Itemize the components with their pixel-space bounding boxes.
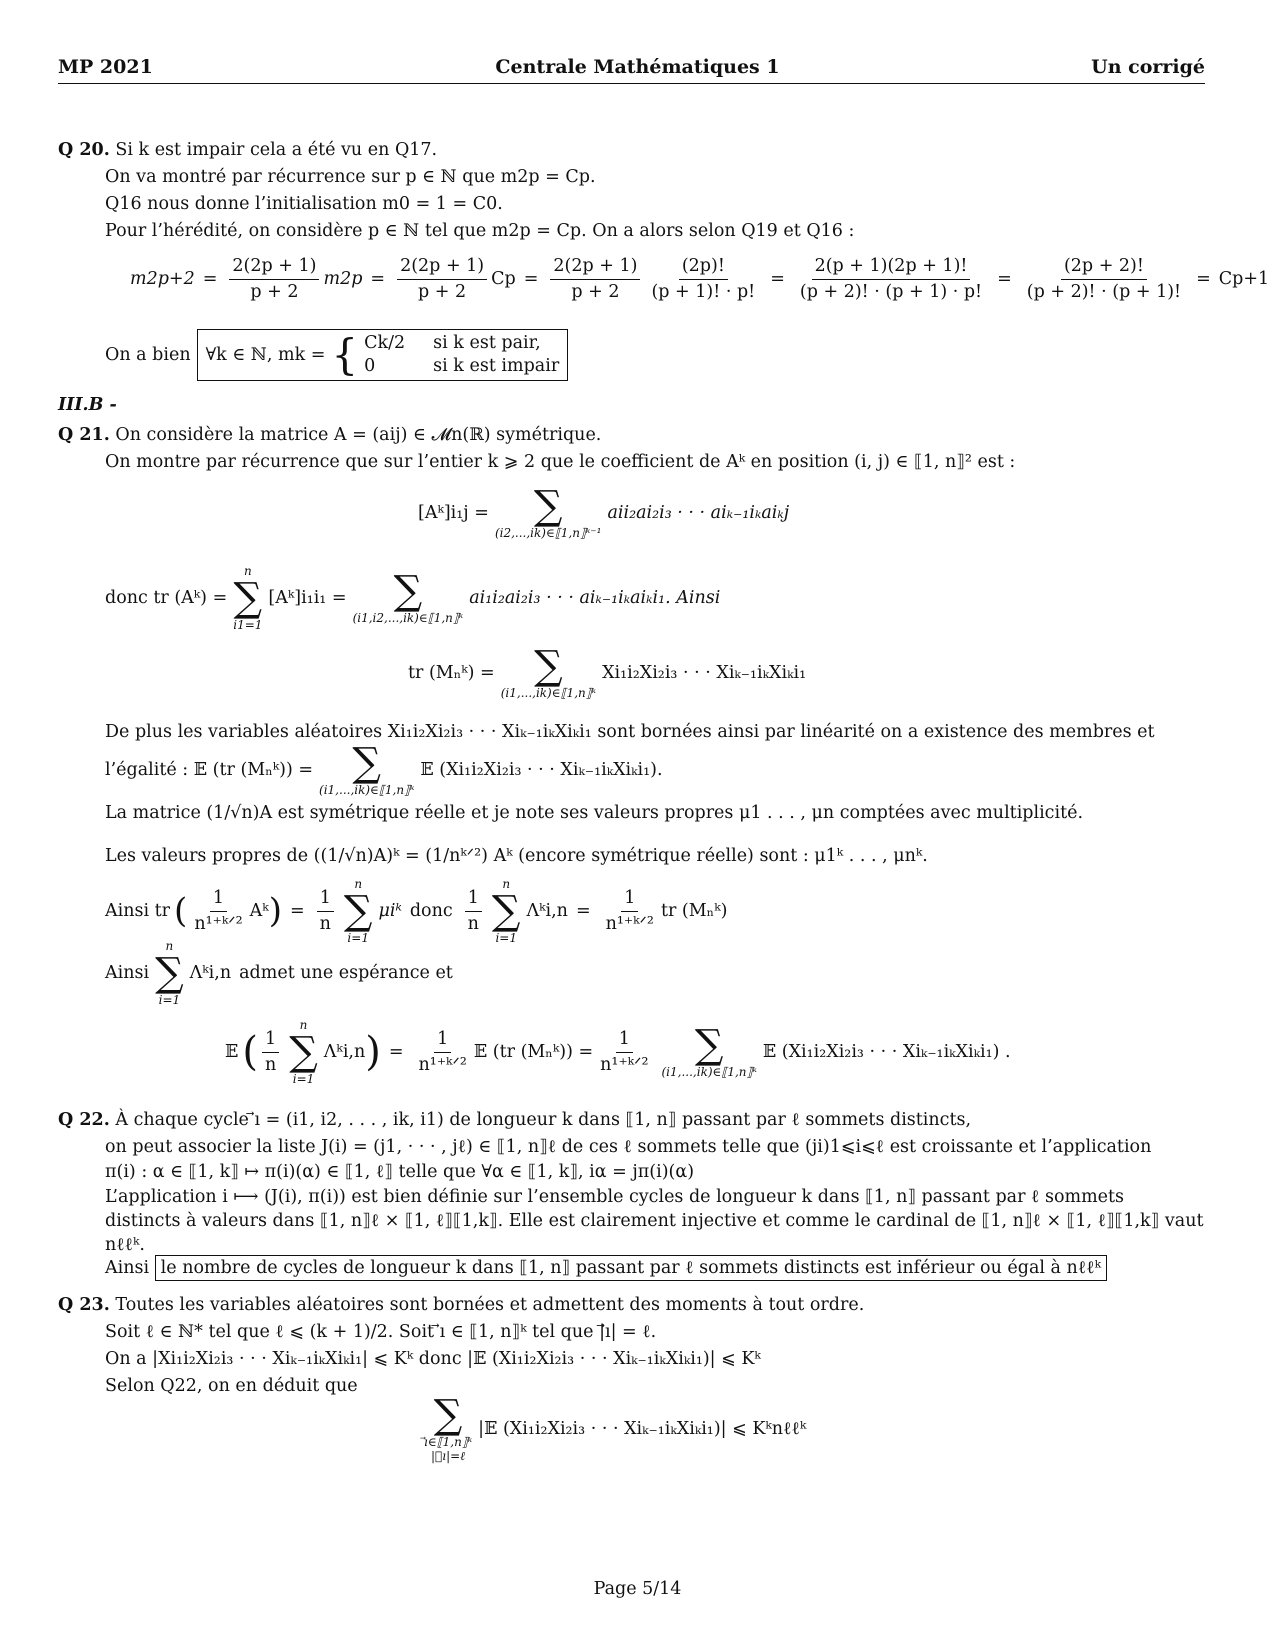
eq-rhs: Cp+1: [1218, 268, 1270, 289]
sum-symbol: n ∑ i1=1: [233, 563, 263, 632]
brace: {: [331, 330, 359, 379]
eq-term1: m2p: [323, 268, 363, 289]
eq-lhs: m2p+2: [130, 268, 195, 289]
q21-p3: La matrice (1/√n)A est symétrique réelle et je note ses valeurs propres μ1 . . . , μn comptées avec multiplicité.: [105, 803, 1084, 823]
frac6: $\frac{(2p + 2)!}{(p + 2)! \cdot (p + 1)!}$: [1026, 255, 1182, 302]
q21-eq3: tr (Mₙᵏ) = ∑ (i1,...,ik)∈⟦1,n⟧ᵏ Xi₁i₂Xi₂i₃ · · · Xiₖ₋₁iₖXiₖi₁: [408, 642, 807, 700]
q20-text1: Si k est impair cela a été vu en Q17.: [115, 140, 438, 160]
header-right: Un corrigé: [1091, 56, 1205, 78]
q22-line6: nℓℓᵏ.: [105, 1235, 145, 1255]
q21-p6: Ainsi n ∑ i=1 Λᵏi,n admet une espérance et: [105, 938, 453, 1007]
sum-symbol: n ∑ i=1: [289, 1017, 318, 1086]
sum-symbol: ∑ (i1,...,ik)∈⟦1,n⟧ᵏ: [319, 739, 415, 797]
q21-line2: On montre par récurrence que sur l’entier k ⩾ 2 que le coefficient de Aᵏ en position (i, j) ∈ ⟦1, n⟧² est :: [105, 452, 1016, 472]
sum-symbol: ∑ (i2,...,ik)∈⟦1,n⟧ᵏ⁻¹: [494, 482, 602, 540]
q20-label: Q 20.: [58, 140, 110, 160]
q21-eq4: 𝔼 ( 1 n n ∑ i=1 Λᵏi,n ) = 1 n¹⁺ᵏᐟ² 𝔼 (tr (Mₙᵏ)) = 1 n¹⁺ᵏᐟ² ∑ (i1,...,ik)∈⟦1,n⟧ᵏ 𝔼 (Xi₁i₂Xi₂i₃ · · · Xiₖ₋₁iₖXiₖi₁) .: [225, 1017, 1011, 1086]
frac3: $\frac{2(2p + 1)}{p + 2}$: [550, 256, 640, 303]
q20-equation: m2p+2 = $\frac{2(2p + 1)}{p + 2}$ m2p = $\frac{2(2p + 1)}{p + 2}$ Cp = $\frac{2(2p + 1)}{p + 2}$ $\frac{(2p)!}{(p + 1)! \cdot p!}$ = $\frac{2(p + 1)(2p + 1)!}{(p + 2)! \cdot (p + 1) \cdot p!}$ = $\frac{(2p + 2)!}{(p + 2)! \cdot (p + 1)!}$ = Cp+1: [130, 255, 1270, 302]
q22-label: Q 22.: [58, 1110, 110, 1130]
sum-symbol: n ∑ i=1: [343, 876, 373, 945]
sum-symbol: ∑ ⃗ı∈⟦1,n⟧ᵏ |⃗ı|=ℓ: [424, 1391, 473, 1463]
q21-p2: l’égalité : 𝔼 (tr (Mₙᵏ)) = ∑ (i1,...,ik)∈⟦1,n⟧ᵏ 𝔼 (Xi₁i₂Xi₂i₃ · · · Xiₖ₋₁iₖXiₖi₁).: [105, 739, 663, 797]
sum-symbol: ∑ (i1,...,ik)∈⟦1,n⟧ᵏ: [661, 1021, 757, 1079]
q22-line5: distincts à valeurs dans ⟦1, n⟧ℓ × ⟦1, ℓ⟧⟦1,k⟧. Elle est clairement injective et comme le cardinal de ⟦1, n⟧ℓ × ⟦1, ℓ⟧⟦1,k⟧ vaut: [105, 1211, 1204, 1231]
q21-label: Q 21.: [58, 425, 110, 445]
q22-boxed-result: le nombre de cycles de longueur k dans ⟦1, n⟧ passant par ℓ sommets distincts est inférieur ou égal à nℓℓᵏ: [155, 1255, 1107, 1281]
q23-line1: Q 23. Toutes les variables aléatoires sont bornées et admettent des moments à tout ordre.: [58, 1295, 865, 1315]
q21-p1: De plus les variables aléatoires Xi₁i₂Xi₂i₃ · · · Xiₖ₋₁iₖXiₖi₁ sont bornées ainsi par linéarité on a existence des membres et: [105, 722, 1155, 742]
cases: Ck/2 si k est pair, 0 si k est impair: [364, 333, 560, 376]
header-center: Centrale Mathématiques 1: [495, 56, 780, 78]
header-rule: [58, 83, 1205, 84]
frac5: $\frac{2(p + 1)(2p + 1)!}{(p + 2)! \cdot (p + 1) \cdot p!}$: [799, 255, 983, 302]
q23-line3: On a |Xi₁i₂Xi₂i₃ · · · Xiₖ₋₁iₖXiₖi₁| ⩽ Kᵏ donc |𝔼 (Xi₁i₂Xi₂i₃ · · · Xiₖ₋₁iₖXiₖi₁)| ⩽ Kᵏ: [105, 1349, 761, 1369]
q21-eq1: [Aᵏ]i₁j = ∑ (i2,...,ik)∈⟦1,n⟧ᵏ⁻¹ aii₂ai₂i₃ · · · aiₖ₋₁iₖaiₖj: [418, 482, 790, 540]
q20-line4: Pour l’hérédité, on considère p ∈ ℕ tel que m2p = Cp. On a alors selon Q19 et Q16 :: [105, 221, 855, 241]
q20-conclusion: [105, 324, 568, 386]
frac1: $\frac{2(2p + 1)}{p + 2}$: [229, 256, 319, 303]
sum-symbol: n ∑ i=1: [155, 938, 184, 1007]
q21-p5: Ainsi tr ( 1 n¹⁺ᵏᐟ² Aᵏ ) = $\frac{1}{n}$ n ∑ i=1 μiᵏ donc 1 n n ∑ i=1 Λᵏi,n = 1 n¹⁺ᵏᐟ² tr (Mₙᵏ): [105, 876, 728, 945]
frac4: $\frac{(2p)!}{(p + 1)! \cdot p!}$: [651, 255, 756, 302]
eq-term2: Cp: [491, 268, 516, 289]
q23-label: Q 23.: [58, 1295, 110, 1315]
q22-line4: L’application i ⟼ (J(i), π(i)) est bien définie sur l’ensemble cycles de longueur k dans ⟦1, n⟧ passant par ℓ sommets: [105, 1187, 1125, 1207]
conclusion-box: [197, 329, 569, 381]
q21-eq2: donc tr (Aᵏ) = n ∑ i1=1 [Aᵏ]i₁i₁ = ∑ (i1,i2,...,ik)∈⟦1,n⟧ᵏ ai₁i₂ai₂i₃ · · · aiₖ₋₁iₖaiₖi₁. Ainsi: [105, 563, 721, 632]
q20-line1: [58, 140, 437, 161]
sum-symbol: n ∑ i=1: [491, 876, 521, 945]
q23-line4: Selon Q22, on en déduit que: [105, 1376, 358, 1396]
q22-line3: π(i) : α ∈ ⟦1, k⟧ ↦ π(i)(α) ∈ ⟦1, ℓ⟧ telle que ∀α ∈ ⟦1, k⟧, iα = jπ(i)(α): [105, 1162, 695, 1182]
header-left: MP 2021: [58, 56, 153, 78]
q20-line3: Q16 nous donne l’initialisation m0 = 1 = C0.: [105, 194, 503, 214]
q23-eq: ∑ ⃗ı∈⟦1,n⟧ᵏ |⃗ı|=ℓ |𝔼 (Xi₁i₂Xi₂i₃ · · · Xiₖ₋₁iₖXiₖi₁)| ⩽ Kᵏnℓℓᵏ: [424, 1391, 807, 1463]
q20-line2: On va montré par récurrence sur p ∈ ℕ que m2p = Cp.: [105, 167, 596, 187]
sum-symbol: ∑ (i1,...,ik)∈⟦1,n⟧ᵏ: [500, 642, 597, 700]
q22-line7: Ainsi le nombre de cycles de longueur k dans ⟦1, n⟧ passant par ℓ sommets distincts est inférieur ou égal à nℓℓᵏ: [105, 1258, 1107, 1279]
section-title: III.B -: [58, 395, 117, 415]
page-footer: Page 5/14: [593, 1579, 682, 1599]
q21-line1: Q 21. On considère la matrice A = (aij) ∈ 𝓜n(ℝ) symétrique.: [58, 425, 602, 445]
sum-symbol: ∑ (i1,i2,...,ik)∈⟦1,n⟧ᵏ: [352, 567, 464, 625]
q21-p4: Les valeurs propres de ((1/√n)A)ᵏ = (1/nᵏᐟ²) Aᵏ (encore symétrique réelle) sont : μ1ᵏ . . . , μnᵏ.: [105, 846, 928, 866]
q22-line2: on peut associer la liste J(i) = (j1, · · · , jℓ) ∈ ⟦1, n⟧ℓ de ces ℓ sommets telle que (ji)1⩽i⩽ℓ est croissante et l’application: [105, 1137, 1152, 1157]
q23-line2: Soit ℓ ∈ ℕ* tel que ℓ ⩽ (k + 1)/2. Soit ⃗ı ∈ ⟦1, n⟧ᵏ tel que |⃗ı| = ℓ.: [105, 1322, 657, 1342]
q22-line1: Q 22. À chaque cycle ⃗ı = (i1, i2, . . . , ik, i1) de longueur k dans ⟦1, n⟧ passant par ℓ sommets distincts,: [58, 1110, 972, 1130]
frac2: $\frac{2(2p + 1)}{p + 2}$: [397, 256, 487, 303]
box-lhs: ∀k ∈ ℕ, mk =: [205, 344, 326, 365]
conclusion-intro: On a bien: [105, 344, 191, 365]
